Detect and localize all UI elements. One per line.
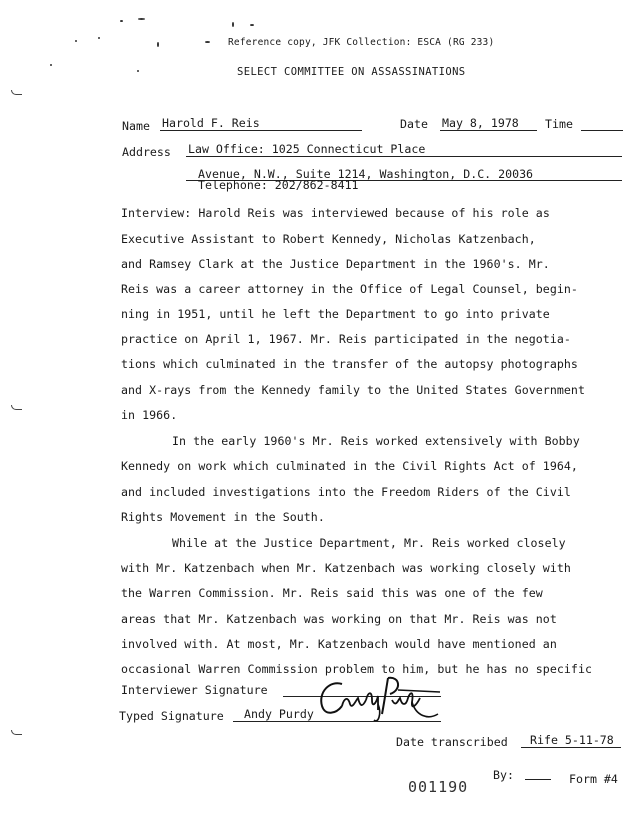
scan-speck: [138, 18, 145, 20]
scan-speck: [75, 40, 77, 42]
scan-speck: [50, 64, 52, 66]
date-transcribed-underline: [521, 747, 621, 748]
telephone: Telephone: 202/862-8411: [198, 178, 359, 192]
paragraph-line: ning in 1951, until he left the Department to go into private: [121, 307, 550, 321]
scan-speck: [250, 24, 254, 26]
name-underline: [160, 130, 362, 131]
paragraph-line: areas that Mr. Katzenbach was working on that Mr. Reis was not: [121, 612, 557, 626]
typed-signature-label: Typed Signature: [119, 709, 224, 723]
handwritten-signature: [312, 670, 442, 726]
scan-speck: [98, 37, 100, 39]
interviewer-signature-label: Interviewer Signature: [121, 683, 268, 697]
paragraph-line: Kennedy on work which culminated in the Civil Rights Act of 1964,: [121, 459, 578, 473]
scan-speck: [120, 20, 123, 22]
paragraph-line: practice on April 1, 1967. Mr. Reis participated in the negotia-: [121, 332, 571, 346]
scan-speck: [205, 41, 210, 43]
paragraph-line: tions which culminated in the transfer of the autopsy photographs: [121, 357, 578, 371]
scan-speck: [157, 42, 159, 47]
paragraph-line: Harold Reis was interviewed because of his role as: [198, 206, 550, 220]
interview-label: Interview:: [121, 206, 192, 220]
paragraph-line: In the early 1960's Mr. Reis worked extensively with Bobby: [172, 434, 580, 448]
paragraph-line: the Warren Commission. Mr. Reis said this was one of the few: [121, 586, 543, 600]
typed-signature-value: Andy Purdy: [244, 707, 314, 721]
typed-signature-underline: [233, 721, 441, 722]
punch-mark: [11, 730, 22, 735]
paragraph-line: occasional Warren Commission problem to him, but he has no specific: [121, 662, 593, 676]
date-value: May 8, 1978: [442, 116, 519, 130]
form-number: Form #4: [569, 772, 618, 786]
paragraph-line: While at the Justice Department, Mr. Reis worked closely: [172, 536, 566, 550]
address-line-1: Law Office: 1025 Connecticut Place: [188, 142, 426, 156]
punch-mark: [11, 405, 22, 410]
paragraph-line: Executive Assistant to Robert Kennedy, Nicholas Katzenbach,: [121, 232, 536, 246]
document-number: 001190: [408, 778, 469, 796]
date-label: Date: [400, 117, 428, 131]
paragraph-line: with Mr. Katzenbach when Mr. Katzenbach was working closely with: [121, 561, 571, 575]
paragraph-line: and Ramsey Clark at the Justice Department in the 1960's. Mr.: [121, 257, 550, 271]
paragraph-line: Reis was a career attorney in the Office of Legal Counsel, begin-: [121, 282, 578, 296]
date-transcribed-label: Date transcribed: [396, 735, 508, 749]
by-label: By:: [493, 768, 514, 782]
name-label: Name: [122, 119, 150, 133]
scan-speck: [232, 22, 234, 27]
address-label: Address: [122, 145, 171, 159]
address-underline-1: [186, 156, 622, 157]
by-underline: [525, 779, 551, 780]
address-line-2: Avenue, N.W., Suite 1214, Washington, D.C. 20036: [198, 167, 534, 181]
paragraph-line: in 1966.: [121, 408, 178, 422]
punch-mark: [11, 90, 22, 95]
reference-stamp: Reference copy, JFK Collection: ESCA (RG 233): [228, 37, 495, 48]
date-transcribed-value: Rife 5-11-78: [530, 733, 614, 747]
committee-heading: SELECT COMMITTEE ON ASSASSINATIONS: [237, 66, 466, 78]
interview-first-line: [121, 206, 550, 220]
paragraph-line: involved with. At most, Mr. Katzenbach would have mentioned an: [121, 637, 557, 651]
paragraph-line: and included investigations into the Freedom Riders of the Civil: [121, 485, 571, 499]
time-underline: [581, 130, 623, 131]
date-underline: [440, 130, 537, 131]
paragraph-line: and X-rays from the Kennedy family to the United States Government: [121, 383, 585, 397]
time-label: Time: [545, 117, 573, 131]
scan-speck: [137, 70, 139, 72]
name-value: Harold F. Reis: [162, 116, 260, 130]
paragraph-line: Rights Movement in the South.: [121, 510, 325, 524]
